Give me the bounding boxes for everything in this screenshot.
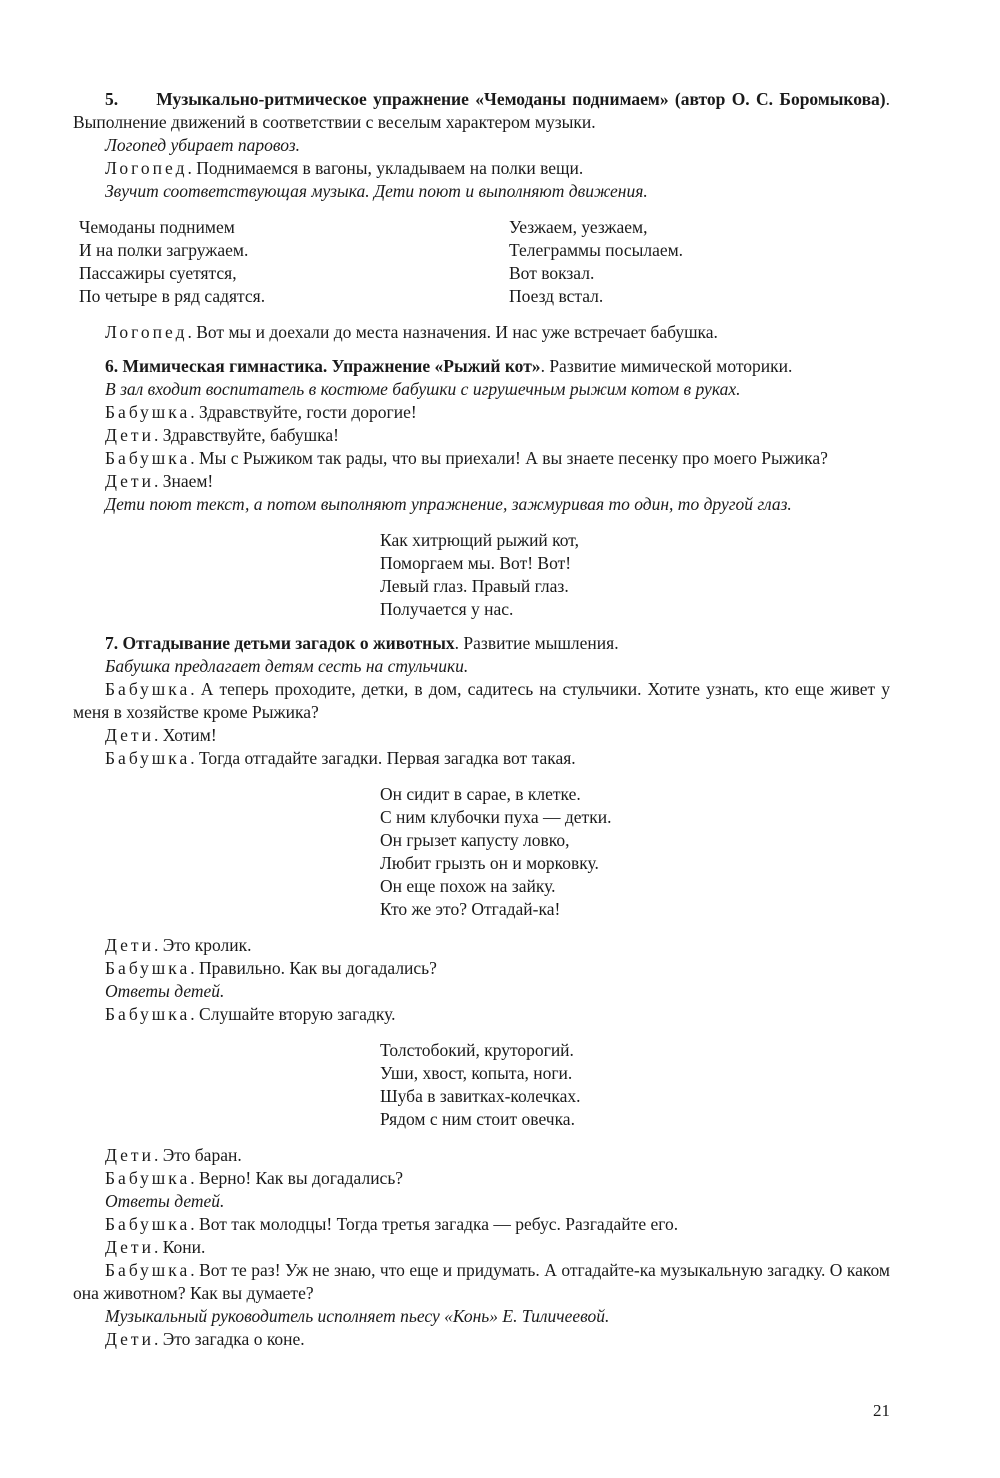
stage-direction: Ответы детей. xyxy=(105,1191,225,1211)
verse-line: И на полки загружаем. xyxy=(79,240,249,260)
stage-direction: Музыкальный руководитель исполняет пьесу «Конь» Е. Тиличеевой. xyxy=(105,1306,610,1326)
dialog-line: Бабушка. Правильно. Как вы догадались? xyxy=(105,958,437,978)
dialog-line: Бабушка. Слушайте вторую загадку. xyxy=(105,1004,396,1024)
verse-line: Как хитрющий рыжий кот, xyxy=(380,530,580,550)
section-6-heading: 6. Мимическая гимнастика. Упражнение «Рыжий кот». Развитие мимической моторики. xyxy=(105,356,793,376)
verse-line: Вот вокзал. xyxy=(509,263,595,283)
verse-line: Уши, хвост, копыта, ноги. xyxy=(380,1063,573,1083)
dialog-line: Бабушка. Вот те раз! Уж не знаю, что еще и придумать. А отгадайте-ка музыкальную загадку. О каком она животном? Как вы думаете? xyxy=(73,1260,890,1303)
stage-direction: Логопед убирает паровоз. xyxy=(105,135,300,155)
verse-line: Он еще похож на зайку. xyxy=(380,876,556,896)
verse-block xyxy=(73,529,890,621)
verse-line: Поезд встал. xyxy=(509,286,604,306)
page-number: 21 xyxy=(873,1401,890,1420)
verse-line: Телеграммы посылаем. xyxy=(509,240,684,260)
verse-line: С ним клубочки пуха — детки. xyxy=(380,807,612,827)
verse-line: Любит грызть он и морковку. xyxy=(380,853,599,873)
dialog-line: Логопед. Вот мы и доехали до места назначения. И нас уже встречает бабушка. xyxy=(105,322,718,342)
verse-line: Толстобокий, круторогий. xyxy=(380,1040,574,1060)
verse-line: Рядом с ним стоит овечка. xyxy=(380,1109,575,1129)
riddle-2 xyxy=(73,1039,890,1131)
stage-direction: Дети поют текст, а потом выполняют упражнение, зажмуривая то один, то другой глаз. xyxy=(105,494,792,514)
verse-two-column xyxy=(73,216,890,308)
section-7-heading: 7. Отгадывание детьми загадок о животных. Развитие мышления. xyxy=(105,633,619,653)
verse-line: Получается у нас. xyxy=(380,599,514,619)
verse-line: По четыре в ряд садятся. xyxy=(79,286,266,306)
dialog-line: Бабушка. Здравствуйте, гости дорогие! xyxy=(105,402,417,422)
verse-right xyxy=(509,216,890,308)
verse-line: Поморгаем мы. Вот! Вот! xyxy=(380,553,572,573)
dialog-line: Дети. Это загадка о коне. xyxy=(105,1329,305,1349)
verse-left xyxy=(79,216,509,308)
verse-line: Чемоданы поднимем xyxy=(79,217,235,237)
verse-line: Уезжаем, уезжаем, xyxy=(509,217,648,237)
dialog-line: Дети. Это баран. xyxy=(105,1145,242,1165)
dialog-line: Дети. Хотим! xyxy=(105,725,217,745)
dialog-line: Дети. Знаем! xyxy=(105,471,214,491)
dialog-line: Бабушка. Тогда отгадайте загадки. Первая загадка вот такая. xyxy=(105,748,576,768)
dialog-line: Бабушка. А теперь проходите, детки, в дом, садитесь на стульчики. Хотите узнать, кто еще живет у меня в хозяйстве кроме Рыжика? xyxy=(73,679,890,722)
dialog-line: Бабушка. Мы с Рыжиком так рады, что вы приехали! А вы знаете песенку про моего Рыжика? xyxy=(105,448,828,468)
stage-direction: Ответы детей. xyxy=(105,981,225,1001)
dialog-line: Дети. Здравствуйте, бабушка! xyxy=(105,425,339,445)
verse-line: Шуба в завитках-колечках. xyxy=(380,1086,581,1106)
stage-direction: Бабушка предлагает детям сесть на стульчики. xyxy=(105,656,469,676)
dialog-line: Логопед. Поднимаемся в вагоны, укладываем на полки вещи. xyxy=(105,158,584,178)
page-body xyxy=(73,88,890,1351)
verse-line: Левый глаз. Правый глаз. xyxy=(380,576,569,596)
dialog-line: Дети. Это кролик. xyxy=(105,935,252,955)
dialog-line: Дети. Кони. xyxy=(105,1237,206,1257)
dialog-line: Бабушка. Верно! Как вы догадались? xyxy=(105,1168,404,1188)
riddle-1 xyxy=(73,783,890,921)
verse-line: Кто же это? Отгадай-ка! xyxy=(380,899,561,919)
verse-line: Пассажиры суетятся, xyxy=(79,263,237,283)
stage-direction: Звучит соответствующая музыка. Дети поют и выполняют движения. xyxy=(105,181,648,201)
stage-direction: В зал входит воспитатель в костюме бабушки с игрушечным рыжим котом в руках. xyxy=(105,379,741,399)
section-5-heading: 5. Музыкально-ритмическое упражнение «Чемоданы поднимаем» (автор О. С. Боромыкова). Выполнение движений в соответствии с веселым характером музыки. xyxy=(73,89,891,132)
verse-line: Он грызет капусту ловко, xyxy=(380,830,570,850)
verse-line: Он сидит в сарае, в клетке. xyxy=(380,784,581,804)
dialog-line: Бабушка. Вот так молодцы! Тогда третья загадка — ребус. Разгадайте его. xyxy=(105,1214,679,1234)
